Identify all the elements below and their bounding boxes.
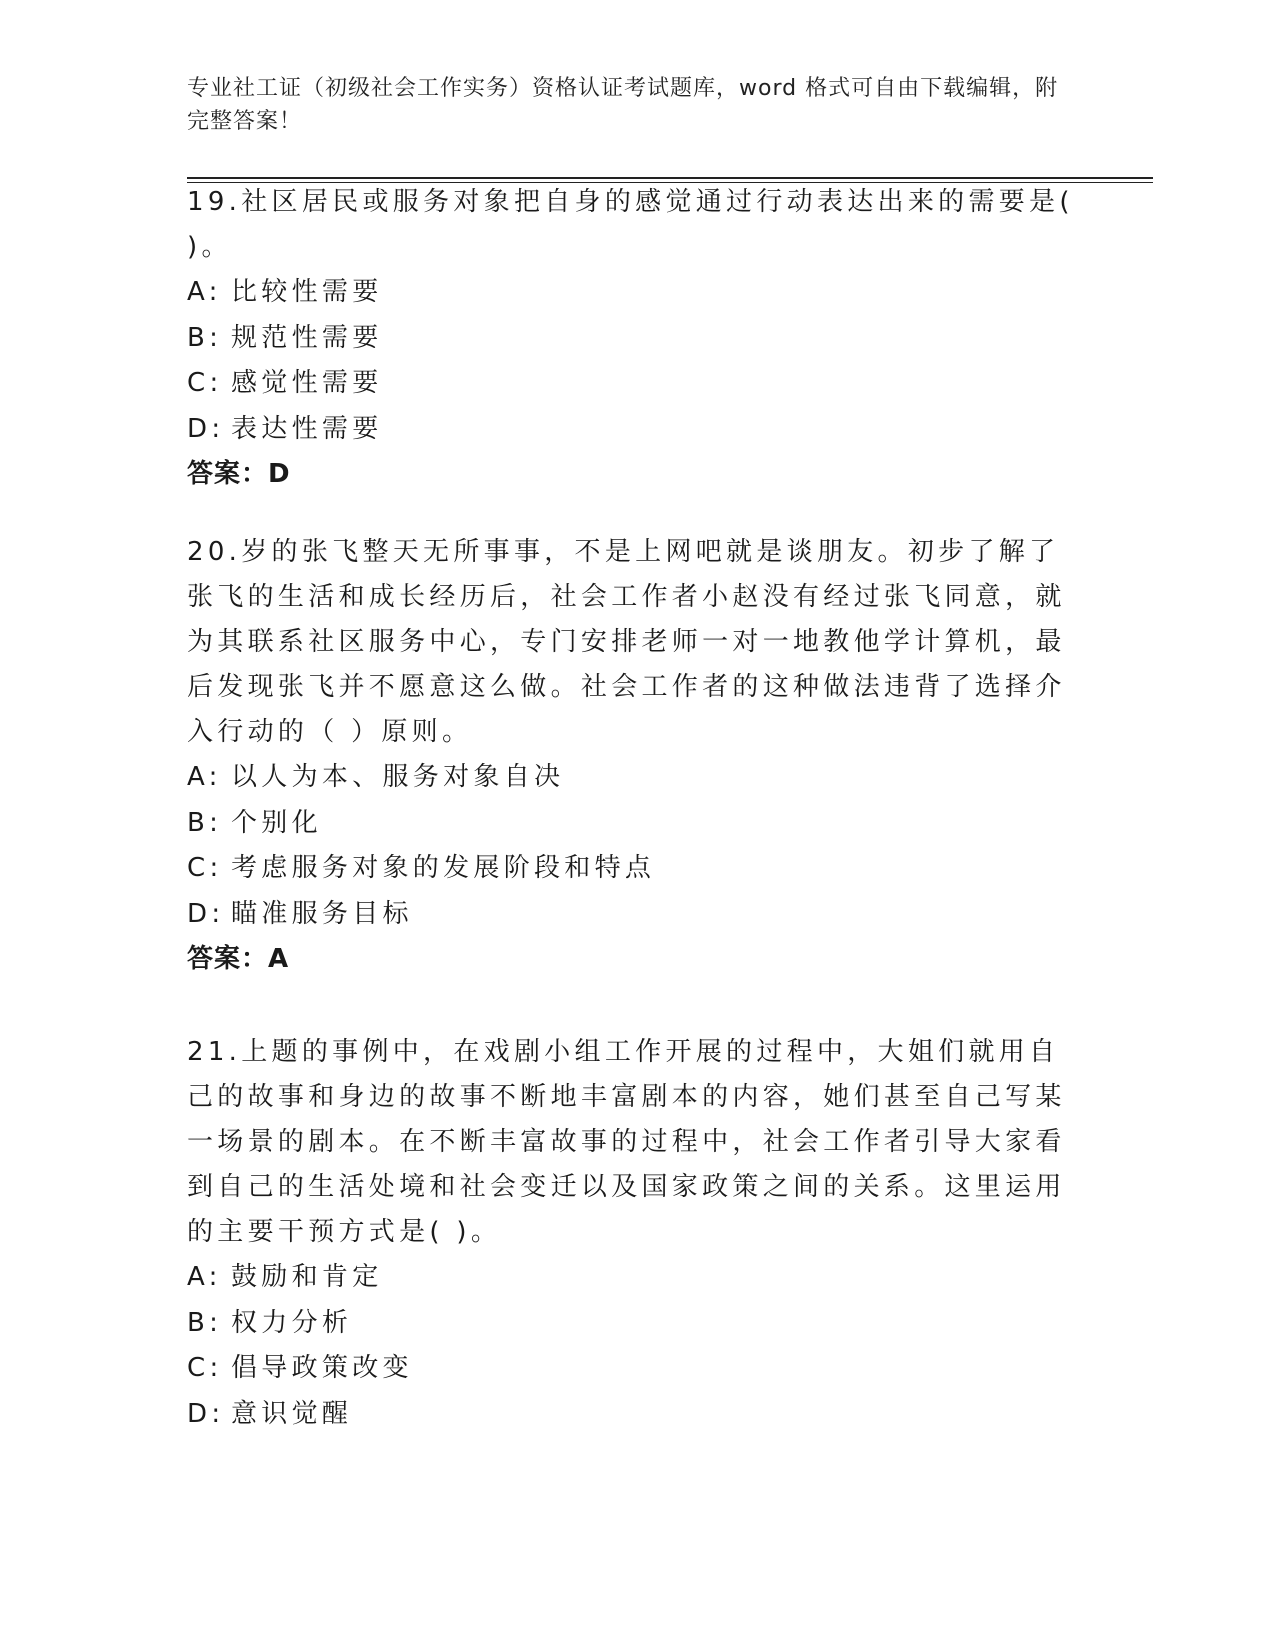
question-stem: 21.上题的事例中，在戏剧小组工作开展的过程中，大姐们就用自己的故事和身边的故事不断地丰富剧本的内容，她们甚至自己写某一场景的剧本。在不断丰富故事的过程中，社会工作者引导大家看到自己的生活处境和社会变迁以及国家政策之间的关系。这里运用的主要干预方式是( )。 xyxy=(187,1037,1066,1247)
option-d xyxy=(187,1392,1087,1438)
option-b xyxy=(187,801,1087,847)
option-letter: A: xyxy=(187,277,222,307)
option-text: 权力分析 xyxy=(231,1307,353,1338)
option-letter: D: xyxy=(187,1398,225,1429)
option-text: 意识觉醒 xyxy=(231,1398,353,1429)
option-text: 规范性需要 xyxy=(231,322,383,353)
option-text: 感觉性需要 xyxy=(231,368,383,398)
option-text: 比较性需要 xyxy=(231,277,383,307)
option-d xyxy=(187,892,1087,938)
option-c xyxy=(187,846,1087,892)
option-b xyxy=(187,1301,1087,1347)
option-letter: B: xyxy=(187,807,223,838)
option-a xyxy=(187,1255,1087,1301)
option-c xyxy=(187,361,1087,407)
option-text: 个别化 xyxy=(231,807,322,838)
question-stem: 19.社区居民或服务对象把自身的感觉通过行动表达出来的需要是( )。 xyxy=(187,187,1087,262)
option-letter: C: xyxy=(187,368,223,398)
option-text: 考虑服务对象的发展阶段和特点 xyxy=(231,853,656,883)
option-letter: C: xyxy=(187,1353,223,1383)
option-text: 瞄准服务目标 xyxy=(231,898,413,929)
question-stem: 20.岁的张飞整天无所事事，不是上网吧就是谈朋友。初步了解了张飞的生活和成长经历后，社会工作者小赵没有经过张飞同意，就为其联系社区服务中心，专门安排老师一对一地教他学计算机，最后发现张飞并不愿意这么做。社会工作者的这种做法违背了选择介入行动的（ ）原则。 xyxy=(187,537,1066,747)
question-20 xyxy=(187,530,1087,982)
option-letter: A: xyxy=(187,1262,222,1292)
option-d xyxy=(187,407,1087,453)
option-letter: B: xyxy=(187,322,223,353)
answer-line: 答案：A xyxy=(187,944,290,974)
question-21 xyxy=(187,1030,1087,1437)
option-letter: D: xyxy=(187,898,225,929)
header-rule-thick xyxy=(187,177,1153,179)
option-text: 倡导政策改变 xyxy=(231,1353,413,1383)
page-header: 专业社工证（初级社会工作实务）资格认证考试题库，word 格式可自由下载编辑，附完整答案！ xyxy=(187,76,1059,134)
option-c xyxy=(187,1346,1087,1392)
option-letter: B: xyxy=(187,1307,223,1338)
option-b xyxy=(187,316,1087,362)
option-text: 鼓励和肯定 xyxy=(231,1262,383,1292)
option-letter: C: xyxy=(187,853,223,883)
answer-line: 答案：D xyxy=(187,459,291,489)
option-a xyxy=(187,755,1087,801)
option-letter: D: xyxy=(187,413,225,444)
question-19 xyxy=(187,180,1087,497)
option-text: 以人为本、服务对象自决 xyxy=(231,762,565,792)
option-text: 表达性需要 xyxy=(231,413,383,444)
option-a xyxy=(187,270,1087,316)
option-letter: A: xyxy=(187,762,222,792)
